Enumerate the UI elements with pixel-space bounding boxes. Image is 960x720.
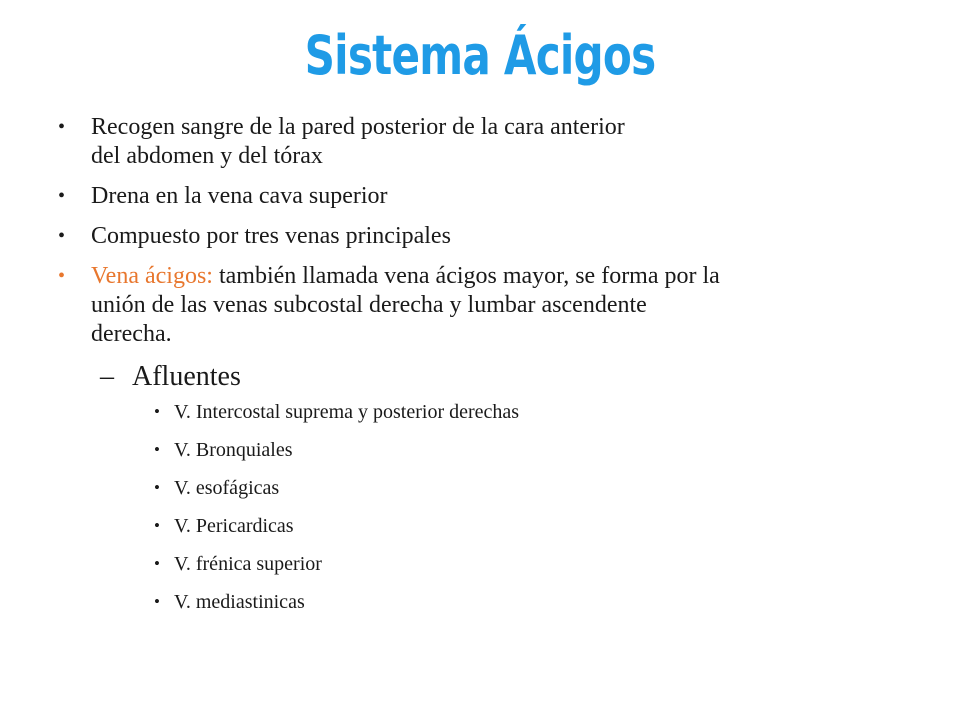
bullet-icon: •: [58, 185, 66, 207]
sub-heading-text: Afluentes: [132, 361, 241, 392]
sub-item-text: V. Pericardicas: [174, 515, 294, 537]
bullet-icon: •: [58, 225, 66, 247]
bullet-icon: •: [154, 554, 160, 573]
bullet-text-continued: del abdomen y del tórax: [91, 143, 323, 169]
bullet-icon: •: [154, 440, 160, 459]
sub-item: [56, 590, 916, 614]
bullet-text-continued: unión de las venas subcostal derecha y lumbar ascendente: [91, 292, 647, 318]
sub-item-text: V. Bronquiales: [174, 439, 293, 461]
slide-title: Sistema Ácigos: [304, 24, 656, 87]
bullet-item-1: [56, 113, 916, 171]
bullet-text: Drena en la vena cava superior: [91, 183, 388, 209]
bullet-text: también llamada vena ácigos mayor, se forma por la: [212, 263, 720, 289]
bullet-text-continued-2: derecha.: [91, 321, 172, 347]
bullet-icon: •: [154, 402, 160, 421]
sub-item: [56, 438, 916, 462]
slide-content: [56, 113, 916, 628]
sub-item-text: V. esofágicas: [174, 477, 280, 499]
sub-item-text: V. frénica superior: [174, 553, 322, 575]
bullet-icon: •: [154, 592, 160, 611]
sub-item-text: V. Intercostal suprema y posterior derechas: [174, 401, 520, 423]
sub-item: [56, 552, 916, 576]
bullet-item-4: [56, 262, 916, 349]
bullet-item-3: [56, 222, 916, 251]
dash-icon: –: [100, 361, 114, 392]
sub-item: [56, 514, 916, 538]
bullet-icon: •: [154, 478, 160, 497]
bullet-text: Compuesto por tres venas principales: [91, 223, 451, 249]
sub-item: [56, 476, 916, 500]
bullet-item-2: [56, 182, 916, 211]
sub-heading-afluentes: [56, 360, 916, 394]
bullet-icon: •: [154, 516, 160, 535]
sub-item-text: V. mediastinicas: [174, 591, 305, 613]
bullet-icon: •: [58, 265, 66, 287]
bullet-text: Recogen sangre de la pared posterior de la cara anterior: [91, 114, 625, 140]
bullet-icon: •: [58, 116, 66, 138]
sub-item: [56, 400, 916, 424]
bullet-label: Vena ácigos:: [91, 263, 213, 289]
